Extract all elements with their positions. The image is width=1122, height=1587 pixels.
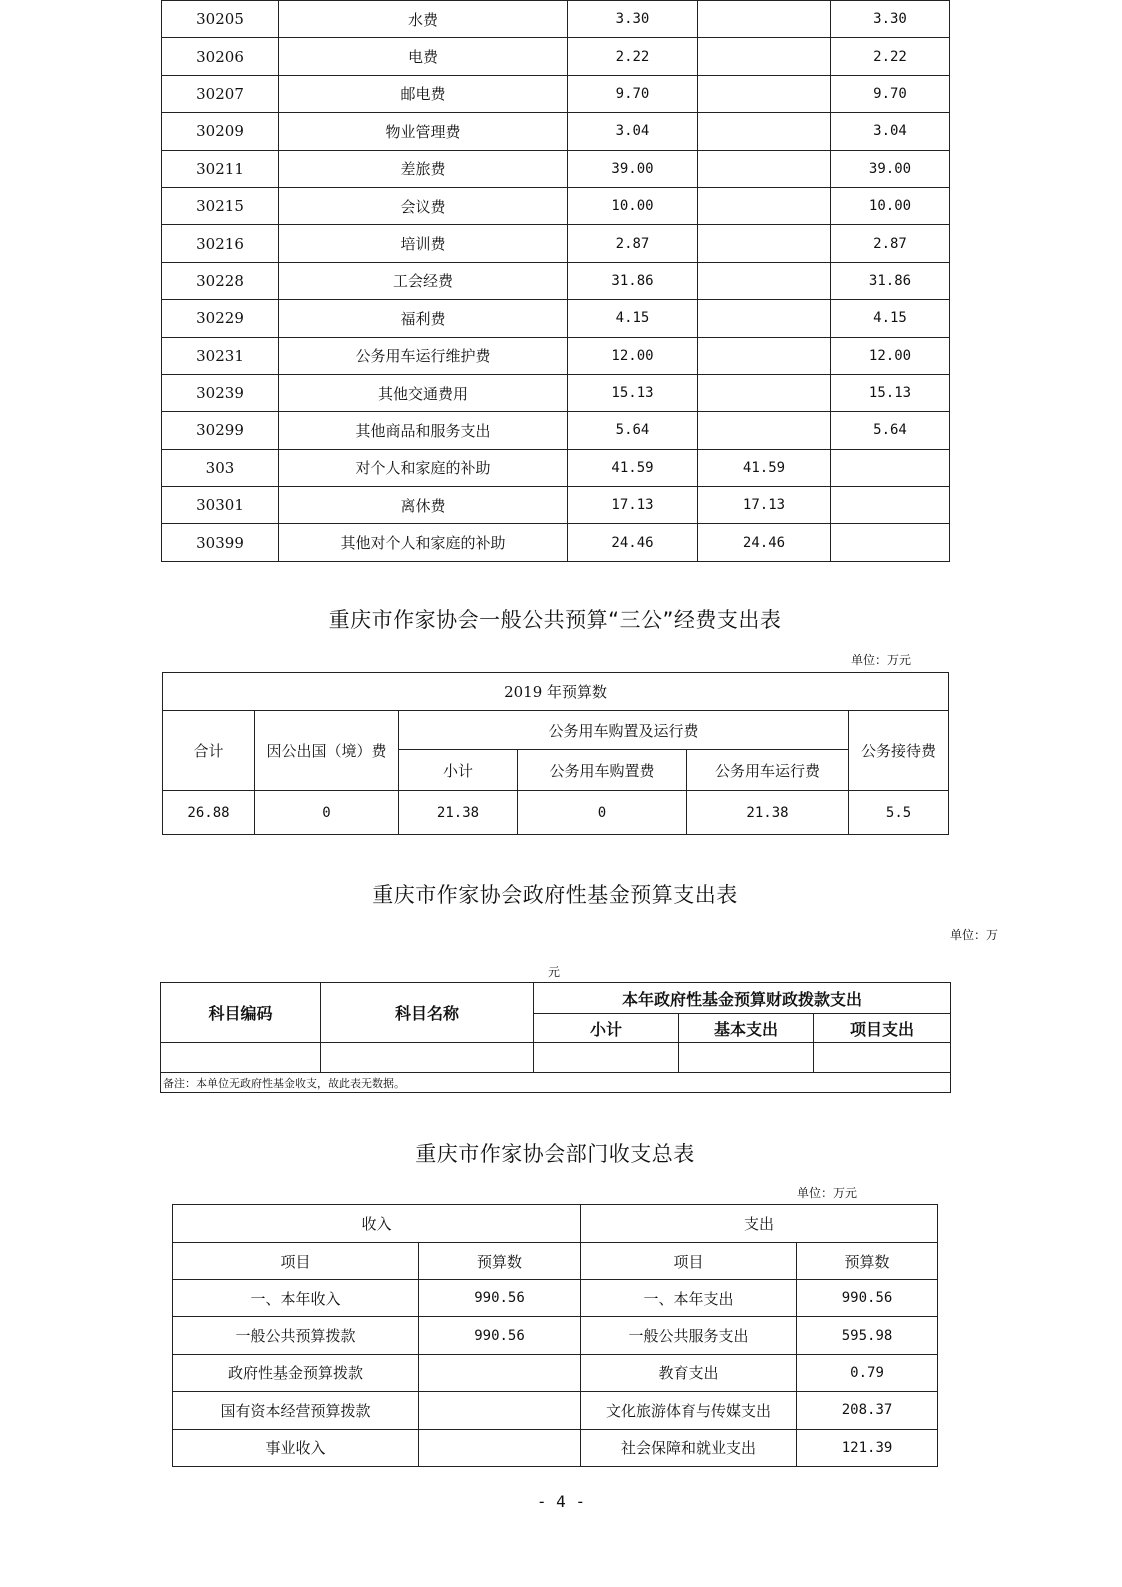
govfund-unit-a: 单位：万 <box>950 928 999 942</box>
govfund-empty-cell <box>679 1043 814 1073</box>
account-name-cell: 其他商品和服务支出 <box>279 412 568 449</box>
summary-body <box>173 1280 938 1467</box>
govfund-name-header: 科目名称 <box>321 983 534 1043</box>
govfund-unit-b: 元 <box>548 965 561 979</box>
basic-expense-cell: 24.46 <box>698 524 831 561</box>
total-cell: 41.59 <box>568 449 698 486</box>
table-row <box>173 1354 938 1391</box>
table-row <box>173 1280 938 1317</box>
govfund-empty-cell <box>534 1043 679 1073</box>
basic-expense-cell <box>698 374 831 411</box>
account-name-cell: 水费 <box>279 1 568 38</box>
account-code-cell: 30228 <box>162 262 279 299</box>
total-cell: 10.00 <box>568 187 698 224</box>
sangong-subtotal-header: 小计 <box>399 750 518 791</box>
govfund-empty-cell <box>321 1043 534 1073</box>
sangong-abroad-header: 因公出国（境）费 <box>255 711 399 791</box>
total-cell: 4.15 <box>568 300 698 337</box>
account-name-cell: 工会经费 <box>279 262 568 299</box>
income-item-cell: 事业收入 <box>173 1429 419 1466</box>
project-expense-cell: 3.04 <box>831 113 950 150</box>
account-name-cell: 差旅费 <box>279 150 568 187</box>
account-name-cell: 福利费 <box>279 300 568 337</box>
expense-item-cell: 社会保障和就业支出 <box>581 1429 797 1466</box>
expense-item-cell: 一般公共服务支出 <box>581 1317 797 1354</box>
table-row <box>162 412 950 449</box>
page-number: - 4 - <box>536 1492 586 1511</box>
govfund-title: 重庆市作家协会政府性基金预算支出表 <box>372 883 738 907</box>
basic-expense-cell <box>698 225 831 262</box>
project-expense-cell: 2.87 <box>831 225 950 262</box>
project-expense-cell: 31.86 <box>831 262 950 299</box>
sangong-unit: 单位：万元 <box>851 653 912 667</box>
table-row <box>173 1317 938 1354</box>
govfund-empty-cell <box>161 1043 321 1073</box>
table-row <box>162 449 950 486</box>
account-code-cell: 30209 <box>162 113 279 150</box>
table-row <box>162 187 950 224</box>
project-expense-cell: 10.00 <box>831 187 950 224</box>
project-expense-cell: 3.30 <box>831 1 950 38</box>
summary-in-item-header: 项目 <box>173 1243 419 1280</box>
basic-expense-cell <box>698 187 831 224</box>
table-row <box>162 1 950 38</box>
income-budget-cell <box>419 1392 581 1429</box>
expense-budget-cell: 0.79 <box>797 1354 938 1391</box>
total-cell: 9.70 <box>568 75 698 112</box>
sangong-year-header: 2019 年预算数 <box>163 673 949 711</box>
summary-title: 重庆市作家协会部门收支总表 <box>415 1142 695 1166</box>
basic-expense-cell: 41.59 <box>698 449 831 486</box>
expense-budget-cell: 595.98 <box>797 1317 938 1354</box>
expense-budget-cell: 121.39 <box>797 1429 938 1466</box>
project-expense-cell: 2.22 <box>831 38 950 75</box>
table-row <box>162 487 950 524</box>
total-cell: 3.04 <box>568 113 698 150</box>
basic-expense-cell <box>698 337 831 374</box>
project-expense-cell: 39.00 <box>831 150 950 187</box>
account-code-cell: 30229 <box>162 300 279 337</box>
total-cell: 5.64 <box>568 412 698 449</box>
sangong-vehicle-header: 公务用车购置及运行费 <box>399 711 849 750</box>
account-code-cell: 30206 <box>162 38 279 75</box>
account-code-cell: 30299 <box>162 412 279 449</box>
govfund-code-header: 科目编码 <box>161 983 321 1043</box>
account-code-cell: 30239 <box>162 374 279 411</box>
table-row <box>162 337 950 374</box>
account-name-cell: 其他对个人和家庭的补助 <box>279 524 568 561</box>
basic-expense-cell <box>698 38 831 75</box>
project-expense-cell: 12.00 <box>831 337 950 374</box>
total-cell: 17.13 <box>568 487 698 524</box>
basic-expense-cell <box>698 75 831 112</box>
income-item-cell: 一般公共预算拨款 <box>173 1317 419 1354</box>
income-item-cell: 一、本年收入 <box>173 1280 419 1317</box>
expenditure-detail-table <box>161 0 950 562</box>
table-row <box>162 150 950 187</box>
total-cell: 12.00 <box>568 337 698 374</box>
expenditure-detail-body <box>162 1 950 562</box>
sangong-abroad-value: 0 <box>255 791 399 835</box>
table-row <box>162 225 950 262</box>
total-cell: 15.13 <box>568 374 698 411</box>
project-expense-cell: 4.15 <box>831 300 950 337</box>
sangong-table <box>162 672 949 835</box>
income-budget-cell <box>419 1354 581 1391</box>
account-code-cell: 30301 <box>162 487 279 524</box>
project-expense-cell <box>831 449 950 486</box>
project-expense-cell <box>831 524 950 561</box>
summary-out-budget-header: 预算数 <box>797 1243 938 1280</box>
sangong-total-header: 合计 <box>163 711 255 791</box>
summary-income-header: 收入 <box>173 1205 581 1243</box>
account-name-cell: 邮电费 <box>279 75 568 112</box>
account-name-cell: 对个人和家庭的补助 <box>279 449 568 486</box>
income-budget-cell: 990.56 <box>419 1317 581 1354</box>
account-name-cell: 其他交通费用 <box>279 374 568 411</box>
sangong-purchase-header: 公务用车购置费 <box>518 750 687 791</box>
sangong-reception-header: 公务接待费 <box>849 711 949 791</box>
table-row <box>162 300 950 337</box>
income-budget-cell: 990.56 <box>419 1280 581 1317</box>
sangong-title: 重庆市作家协会一般公共预算“三公”经费支出表 <box>328 608 782 632</box>
govfund-basic-header: 基本支出 <box>679 1014 814 1043</box>
summary-unit: 单位：万元 <box>797 1186 858 1200</box>
account-name-cell: 物业管理费 <box>279 113 568 150</box>
account-code-cell: 30211 <box>162 150 279 187</box>
sangong-purchase-value: 0 <box>518 791 687 835</box>
project-expense-cell: 15.13 <box>831 374 950 411</box>
table-row <box>162 374 950 411</box>
basic-expense-cell <box>698 412 831 449</box>
table-row <box>162 38 950 75</box>
account-code-cell: 30231 <box>162 337 279 374</box>
account-code-cell: 30215 <box>162 187 279 224</box>
account-name-cell: 会议费 <box>279 187 568 224</box>
govfund-note: 备注：本单位无政府性基金收支，故此表无数据。 <box>161 1073 951 1093</box>
income-item-cell: 政府性基金预算拨款 <box>173 1354 419 1391</box>
total-cell: 31.86 <box>568 262 698 299</box>
income-item-cell: 国有资本经营预算拨款 <box>173 1392 419 1429</box>
total-cell: 2.87 <box>568 225 698 262</box>
basic-expense-cell <box>698 300 831 337</box>
table-row <box>162 75 950 112</box>
account-code-cell: 30216 <box>162 225 279 262</box>
total-cell: 24.46 <box>568 524 698 561</box>
basic-expense-cell <box>698 1 831 38</box>
account-code-cell: 30205 <box>162 1 279 38</box>
total-cell: 39.00 <box>568 150 698 187</box>
summary-out-item-header: 项目 <box>581 1243 797 1280</box>
sangong-subtotal-value: 21.38 <box>399 791 518 835</box>
govfund-main-header: 本年政府性基金预算财政拨款支出 <box>534 983 951 1014</box>
sangong-operate-header: 公务用车运行费 <box>687 750 849 791</box>
summary-table <box>172 1204 938 1467</box>
govfund-table <box>160 982 951 1093</box>
account-name-cell: 离休费 <box>279 487 568 524</box>
project-expense-cell: 5.64 <box>831 412 950 449</box>
basic-expense-cell <box>698 150 831 187</box>
basic-expense-cell <box>698 262 831 299</box>
table-row <box>173 1392 938 1429</box>
table-row <box>162 113 950 150</box>
sangong-reception-value: 5.5 <box>849 791 949 835</box>
expense-item-cell: 文化旅游体育与传媒支出 <box>581 1392 797 1429</box>
basic-expense-cell: 17.13 <box>698 487 831 524</box>
total-cell: 3.30 <box>568 1 698 38</box>
table-row <box>173 1429 938 1466</box>
table-row <box>162 262 950 299</box>
summary-in-budget-header: 预算数 <box>419 1243 581 1280</box>
sangong-operate-value: 21.38 <box>687 791 849 835</box>
total-cell: 2.22 <box>568 38 698 75</box>
basic-expense-cell <box>698 113 831 150</box>
summary-expense-header: 支出 <box>581 1205 938 1243</box>
expense-item-cell: 教育支出 <box>581 1354 797 1391</box>
project-expense-cell <box>831 487 950 524</box>
expense-budget-cell: 990.56 <box>797 1280 938 1317</box>
account-code-cell: 30399 <box>162 524 279 561</box>
govfund-project-header: 项目支出 <box>814 1014 951 1043</box>
account-code-cell: 30207 <box>162 75 279 112</box>
govfund-empty-cell <box>814 1043 951 1073</box>
account-name-cell: 公务用车运行维护费 <box>279 337 568 374</box>
sangong-total-value: 26.88 <box>163 791 255 835</box>
expense-budget-cell: 208.37 <box>797 1392 938 1429</box>
account-code-cell: 303 <box>162 449 279 486</box>
project-expense-cell: 9.70 <box>831 75 950 112</box>
account-name-cell: 培训费 <box>279 225 568 262</box>
govfund-subtotal-header: 小计 <box>534 1014 679 1043</box>
account-name-cell: 电费 <box>279 38 568 75</box>
income-budget-cell <box>419 1429 581 1466</box>
table-row <box>162 524 950 561</box>
expense-item-cell: 一、本年支出 <box>581 1280 797 1317</box>
